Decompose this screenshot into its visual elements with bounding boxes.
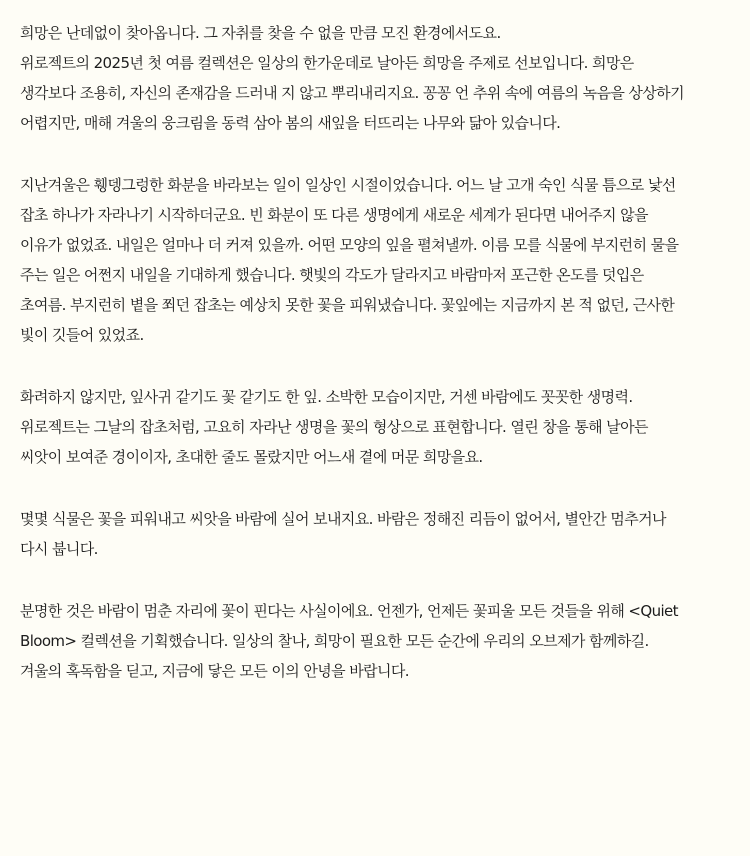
text-line: 희망은 난데없이 찾아옵니다. 그 자취를 찾을 수 없을 만큼 모진 환경에서도요. — [20, 24, 501, 42]
text-line: 다시 붑니다. — [20, 540, 98, 558]
text-line: 화려하지 않지만, 잎사귀 같기도 꽃 같기도 한 잎. 소박한 모습이지만, 거센 바람에도 꼿꼿한 생명력. — [20, 388, 633, 406]
text-line: 초여름. 부지런히 볕을 쬐던 잡초는 예상치 못한 꽃을 피워냈습니다. 꽃잎에는 지금까지 본 적 없던, 근사한 — [20, 296, 675, 314]
text-line: 생각보다 조용히, 자신의 존재감을 드러내 지 않고 뿌리내리지요. 꽁꽁 언 추위 속에 여름의 녹음을 상상하기 — [20, 84, 684, 102]
text-line: 이유가 없었죠. 내일은 얼마나 더 커져 있을까. 어떤 모양의 잎을 펼쳐낼까. 이름 모를 식물에 부지런히 물을 — [20, 236, 679, 254]
paragraph-weed-flower — [20, 382, 740, 472]
paragraph-collection — [20, 596, 740, 686]
text-line: 주는 일은 어쩐지 내일을 기대하게 했습니다. 햇빛의 각도가 달라지고 바람마저 포근한 온도를 덧입은 — [20, 266, 644, 284]
text-line: 위로젝트의 2025년 첫 여름 컬렉션은 일상의 한가운데로 날아든 희망을 주제로 선보입니다. 희망은 — [20, 54, 634, 72]
text-line: 겨울의 혹독함을 딛고, 지금에 닿은 모든 이의 안녕을 바랍니다. — [20, 662, 409, 680]
text-line: 어렵지만, 매해 겨울의 웅크림을 동력 삼아 봄의 새잎을 터뜨리는 나무와 닮아 있습니다. — [20, 114, 561, 132]
text-line: 잡초 하나가 자라나기 시작하더군요. 빈 화분이 또 다른 생명에게 새로운 세계가 된다면 내어주지 않을 — [20, 206, 648, 224]
paragraph-wind — [20, 504, 740, 564]
text-line: 분명한 것은 바람이 멈춘 자리에 꽃이 핀다는 사실이에요. 언젠가, 언제든 꽃피울 모든 것들을 위해 <Quiet — [20, 602, 678, 620]
text-line: Bloom> 컬렉션을 기획했습니다. 일상의 찰나, 희망이 필요한 모든 순간에 우리의 오브제가 함께하길. — [20, 632, 649, 650]
paragraph-intro — [20, 18, 740, 138]
article-body — [20, 18, 740, 718]
text-line: 빛이 깃들어 있었죠. — [20, 326, 144, 344]
text-line: 위로젝트는 그날의 잡초처럼, 고요히 자라난 생명을 꽃의 형상으로 표현합니다. 열린 창을 통해 날아든 — [20, 418, 648, 436]
text-line: 씨앗이 보여준 경이이자, 초대한 줄도 몰랐지만 어느새 곁에 머문 희망을요. — [20, 448, 483, 466]
text-line: 몇몇 식물은 꽃을 피워내고 씨앗을 바람에 실어 보내지요. 바람은 정해진 리듬이 없어서, 별안간 멈추거나 — [20, 510, 666, 528]
text-line: 지난겨울은 휑뎅그렁한 화분을 바라보는 일이 일상인 시절이었습니다. 어느 날 고개 숙인 식물 틈으로 낯선 — [20, 176, 676, 194]
paragraph-last-winter — [20, 170, 740, 350]
